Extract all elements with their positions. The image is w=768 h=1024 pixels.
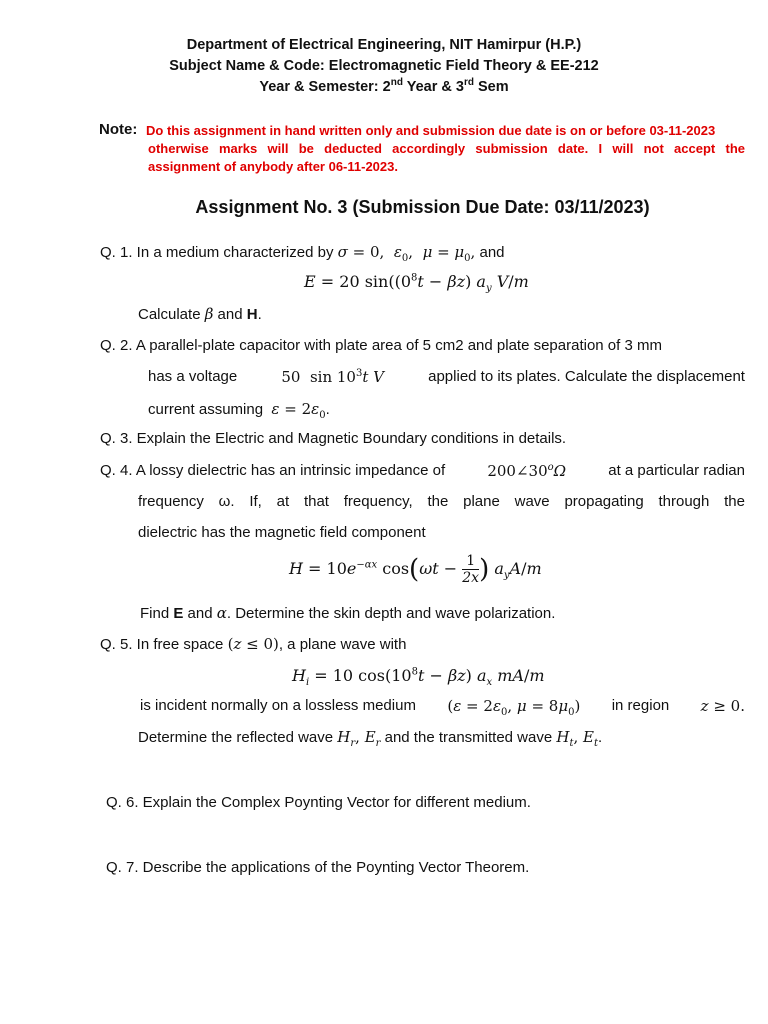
q4-line-2: frequency ω. If, at that frequency, the plane wave propagating through the	[138, 493, 745, 510]
q4-fraction: $\frac{1}{2x}$	[462, 553, 480, 586]
q2-line-3	[148, 400, 330, 421]
q2-line-2	[148, 368, 745, 386]
q4-find-rest: . Determine the skin depth and wave polarization.	[226, 605, 556, 622]
q1-H: H	[246, 306, 258, 323]
q4-line1-text: Q. 4. A lossy dielectric has an intrinsic impedance of	[100, 462, 446, 479]
q5-line-3	[140, 697, 745, 718]
q1-beta: β	[204, 305, 214, 323]
note-label: Note:	[99, 121, 138, 138]
q5-line1-rest: , a plane wave with	[278, 636, 407, 653]
q2-end: .	[325, 401, 330, 418]
q5-equation: $H_i = 10$ $\cos(10^8t - \beta z)$ $a_x$ mA/m	[292, 666, 545, 689]
q5-region-label: in region	[611, 697, 670, 714]
note-text	[148, 122, 745, 176]
q2-voltage-rest: applied to its plates. Calculate the displacement	[428, 368, 745, 385]
q5-medium-expr: ($\varepsilon = 2\varepsilon_0$, $\mu = 8\mu_0$)	[447, 697, 581, 718]
q2-epsilon-expr: $\varepsilon = 2\varepsilon_0$	[271, 400, 326, 421]
question-3: Q. 3. Explain the Electric and Magnetic Boundary conditions in details.	[100, 430, 567, 447]
q4-alpha: α	[216, 604, 227, 622]
q5-transmitted-label: and the transmitted wave	[384, 729, 553, 746]
q2-voltage-label: has a voltage	[148, 368, 238, 385]
assignment-title: Assignment No. 3 (Submission Due Date: 03/11/2023)	[195, 197, 650, 217]
q1-calc-and: and	[213, 306, 247, 323]
subject-heading: Subject Name & Code: Electromagnetic Field Theory & EE-212	[169, 58, 599, 74]
note-line-3: assignment of anybody after 06-11-2023.	[148, 159, 398, 174]
department-heading: Department of Electrical Engineering, NIT Hamirpur (H.P.)	[186, 37, 582, 53]
q1-equation: E = 20 $\sin((0^8t - \beta z)$ $a_y$ V/m	[304, 272, 529, 295]
q4-equation: $H = 10e^{-\alpha x}$ cos(ωt − $\frac{1}{2x}$ ) $a_yA/m$	[289, 553, 542, 586]
q4-impedance-expr: 200∠30$^o$Ω	[487, 462, 567, 480]
q5-reflected-expr: $H_r$, $E_r$	[337, 728, 381, 749]
q5-line1-text: Q. 5. In free space	[100, 636, 224, 653]
q4-E: E	[173, 605, 184, 622]
q4-find	[140, 604, 555, 622]
q1-calculate	[138, 305, 262, 323]
q2-current-label: current assuming	[148, 401, 264, 418]
year-text: Year & Semester: 2	[259, 79, 391, 95]
q4-line-3: dielectric has the magnetic field component	[138, 524, 426, 541]
q1-prefix: Q. 1. In a medium characterized by	[100, 244, 338, 261]
q4-find-text: Find	[140, 605, 174, 622]
question-6: Q. 6. Explain the Complex Poynting Vector for different medium.	[106, 794, 531, 811]
q1-conditions: σ = 0, $\varepsilon_0$, $\mu = \mu_0$,	[337, 243, 476, 264]
note-line-2: otherwise marks will be deducted accordingly submission date. I will not accept the	[148, 141, 745, 156]
q5-transmitted-expr: $H_t$, $E_t$	[556, 728, 599, 749]
question-5	[100, 635, 406, 653]
q1-suffix: and	[475, 244, 505, 261]
q4-find-and: and	[183, 605, 217, 622]
question-4	[100, 462, 745, 480]
q5-reflected-label: Determine the reflected wave	[138, 729, 334, 746]
q5-line3-text: is incident normally on a lossless medium	[140, 697, 416, 714]
year-semester-heading	[0, 79, 768, 95]
sem-text: Sem	[473, 79, 509, 95]
q1-calc-text: Calculate	[138, 306, 205, 323]
q5-region-expr: (z ≤ 0)	[227, 635, 279, 653]
question-2: Q. 2. A parallel-plate capacitor with plate area of 5 cm2 and plate separation of 3 mm	[100, 337, 662, 354]
semester-text: Year & 3	[402, 79, 464, 95]
q4-line1-rest: at a particular radian	[608, 462, 745, 479]
question-1	[100, 243, 505, 264]
question-7: Q. 7. Describe the applications of the Poynting Vector Theorem.	[106, 859, 530, 876]
semester-ordinal: rd	[463, 77, 474, 89]
year-ordinal: nd	[390, 77, 403, 89]
note-line-1: Do this assignment in hand written only and submission due date is on or before 03-11-2023	[146, 123, 716, 138]
q5-line-4: Determine the reflected wave $H_r$, $E_r$ and the transmitted wave $H_t$, $E_t$.	[138, 728, 603, 749]
q2-voltage-expr: 50 $\sin 10^3t$ V	[281, 368, 385, 386]
q5-region2-expr: z ≥ 0.	[700, 697, 745, 715]
q1-calc-end: .	[257, 306, 262, 323]
